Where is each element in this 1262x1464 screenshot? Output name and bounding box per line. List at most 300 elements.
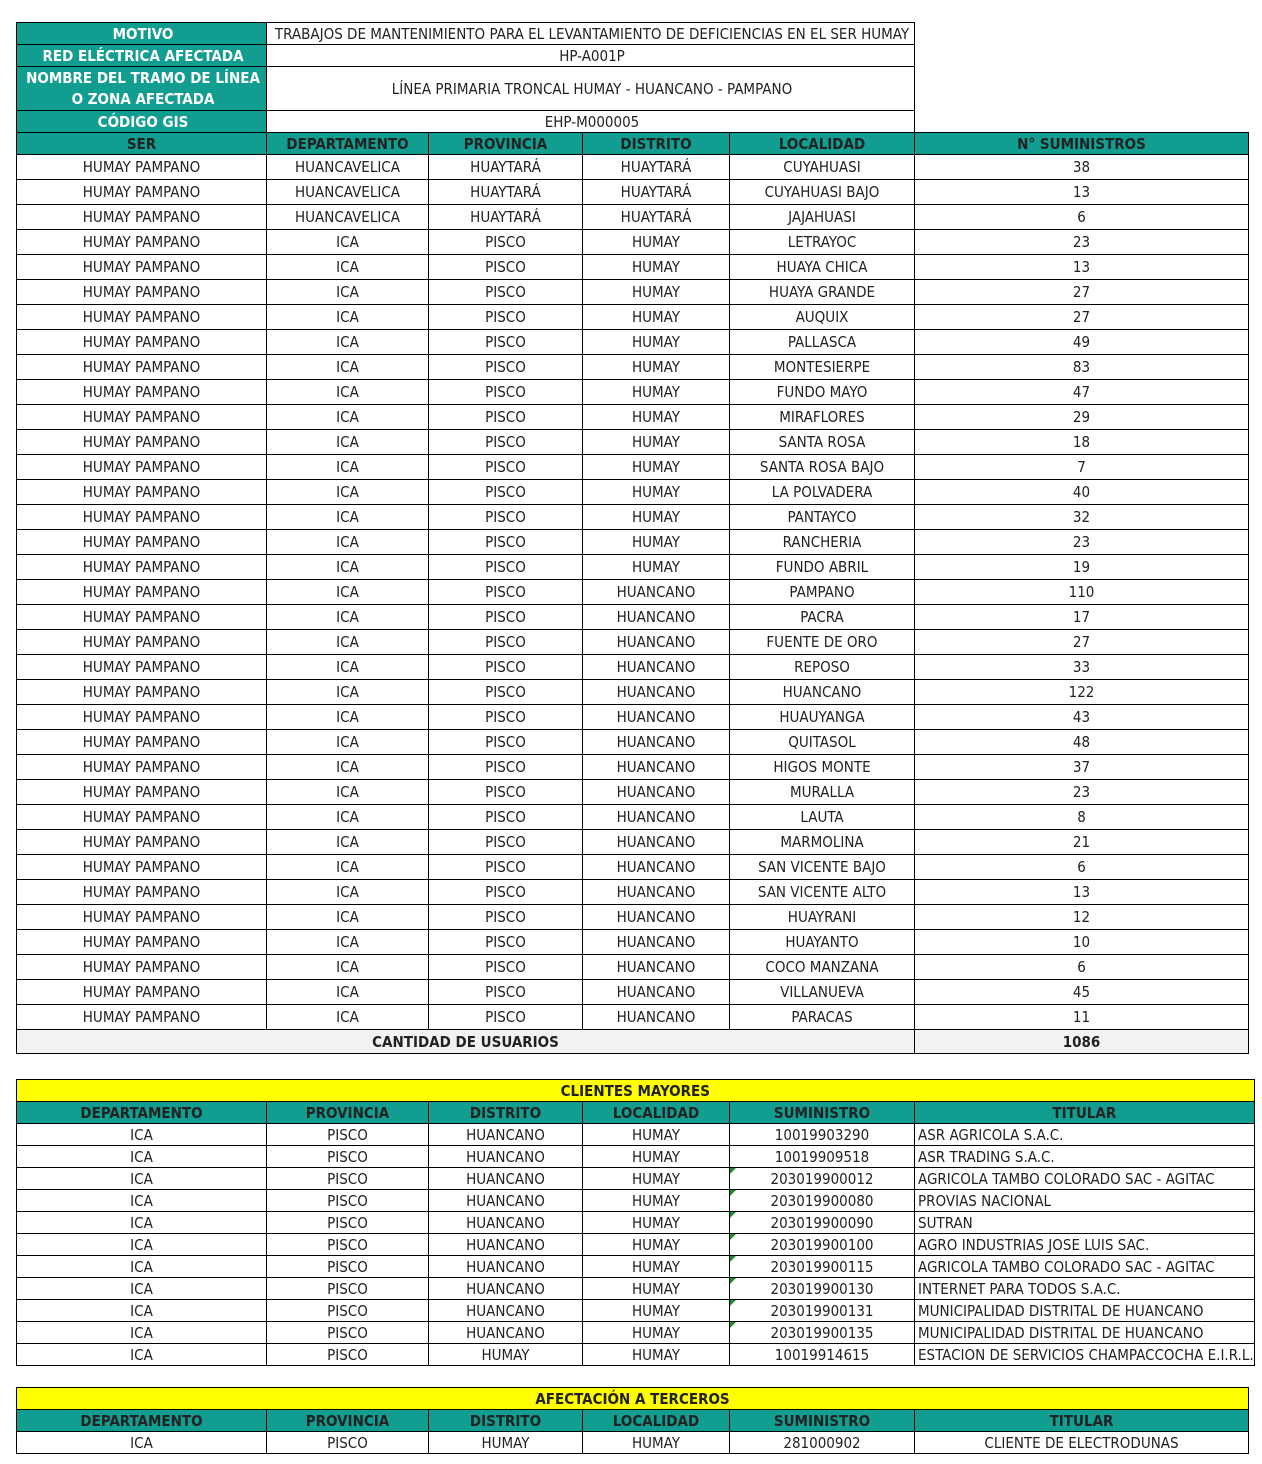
table-cell: HUAYRANI [730, 905, 915, 930]
table-row [17, 280, 1249, 305]
table-cell: ICA [267, 580, 429, 605]
table-cell: 19 [915, 555, 1249, 580]
table-cell: HUMAY PAMPANO [17, 805, 267, 830]
info-row [17, 67, 1249, 111]
table-cell: ICA [267, 355, 429, 380]
column-header: DISTRITO [583, 133, 730, 155]
table-cell: HUANCANO [583, 930, 730, 955]
table-cell: 10 [915, 930, 1249, 955]
table-cell: MUNICIPALIDAD DISTRITAL DE HUANCANO [915, 1322, 1255, 1344]
table-cell: PISCO [267, 1300, 429, 1322]
table-cell: HUANCANO [583, 655, 730, 680]
table-row [17, 1190, 1255, 1212]
table-cell: HUMAY [429, 1344, 583, 1366]
table-cell: 122 [915, 680, 1249, 705]
table-cell: PISCO [267, 1146, 429, 1168]
table-row [17, 230, 1249, 255]
table-cell: HUANCANO [583, 905, 730, 930]
table-cell: 203019900090 [730, 1212, 915, 1234]
info-row [17, 111, 1249, 133]
table-cell: ICA [267, 830, 429, 855]
info-row [17, 45, 1249, 67]
section-title-row [17, 1080, 1255, 1102]
table-row [17, 1146, 1255, 1168]
table-cell: PISCO [429, 930, 583, 955]
table-cell: ICA [17, 1344, 267, 1366]
table-cell: 13 [915, 180, 1249, 205]
table-cell: PISCO [429, 480, 583, 505]
table-cell: HUMAY PAMPANO [17, 955, 267, 980]
table-cell: PARACAS [730, 1005, 915, 1030]
column-header: TITULAR [915, 1102, 1255, 1124]
table-cell: PACRA [730, 605, 915, 630]
table-row [17, 530, 1249, 555]
table-cell: 203019900115 [730, 1256, 915, 1278]
table-cell: SAN VICENTE ALTO [730, 880, 915, 905]
table-cell: PISCO [429, 955, 583, 980]
main-header-row [17, 133, 1249, 155]
table-cell: HUMAY [583, 1278, 730, 1300]
info-label: NOMBRE DEL TRAMO DE LÍNEA O ZONA AFECTADA [17, 67, 267, 111]
table-cell: HUANCANO [429, 1212, 583, 1234]
table-cell: 23 [915, 530, 1249, 555]
table-cell: HUMAY PAMPANO [17, 930, 267, 955]
table-cell: HUAYTARÁ [583, 180, 730, 205]
table-cell: MONTESIERPE [730, 355, 915, 380]
table-cell: HUAUYANGA [730, 705, 915, 730]
column-header: DEPARTAMENTO [17, 1102, 267, 1124]
table-cell: HUMAY [583, 505, 730, 530]
info-value: TRABAJOS DE MANTENIMIENTO PARA EL LEVANTAMIENTO DE DEFICIENCIAS EN EL SER HUMAY [267, 23, 915, 45]
table-cell: QUITASOL [730, 730, 915, 755]
table-cell: 10019909518 [730, 1146, 915, 1168]
table-cell: HUMAY [583, 1234, 730, 1256]
total-row [17, 1030, 1249, 1054]
table-cell: CUYAHUASI BAJO [730, 180, 915, 205]
main-table [16, 22, 1249, 1054]
table-cell: PISCO [267, 1344, 429, 1366]
clientes-mayores-table [16, 1079, 1255, 1366]
table-cell: HUMAY [583, 1344, 730, 1366]
table-cell: ESTACION DE SERVICIOS CHAMPACCOCHA E.I.R.L. [915, 1344, 1255, 1366]
table-cell: HUMAY [583, 530, 730, 555]
table-cell: ICA [267, 880, 429, 905]
table-cell: HUANCANO [583, 630, 730, 655]
table-cell: HUANCANO [429, 1146, 583, 1168]
table-row [17, 430, 1249, 455]
table-cell: 13 [915, 255, 1249, 280]
table-cell: HUANCANO [583, 980, 730, 1005]
table-cell: ICA [267, 405, 429, 430]
table-cell: 203019900135 [730, 1322, 915, 1344]
table-cell: ICA [17, 1234, 267, 1256]
table-cell: HUANCANO [583, 805, 730, 830]
table-row [17, 1432, 1249, 1454]
table-cell: FUNDO ABRIL [730, 555, 915, 580]
table-cell: ICA [17, 1300, 267, 1322]
table-cell: 27 [915, 630, 1249, 655]
table-cell: 49 [915, 330, 1249, 355]
table-cell: SANTA ROSA [730, 430, 915, 455]
table-cell: HUMAY PAMPANO [17, 780, 267, 805]
table-cell: HUMAY PAMPANO [17, 455, 267, 480]
table-cell: ICA [17, 1168, 267, 1190]
table-cell: 10019903290 [730, 1124, 915, 1146]
table-cell: HUMAY PAMPANO [17, 180, 267, 205]
table-cell: PISCO [429, 530, 583, 555]
table-cell: ICA [267, 605, 429, 630]
table-cell: AGRICOLA TAMBO COLORADO SAC - AGITAC [915, 1256, 1255, 1278]
table-cell: HUANCANO [429, 1124, 583, 1146]
table-cell: HUMAY [583, 330, 730, 355]
table-cell: 8 [915, 805, 1249, 830]
table-cell: ICA [267, 280, 429, 305]
table-cell: HUMAY PAMPANO [17, 555, 267, 580]
table-row [17, 630, 1249, 655]
table-cell: PISCO [267, 1432, 429, 1454]
table-cell: ICA [267, 655, 429, 680]
table-cell: HUMAY PAMPANO [17, 405, 267, 430]
table-cell: HUANCANO [583, 830, 730, 855]
table-cell: 6 [915, 205, 1249, 230]
table-cell: 7 [915, 455, 1249, 480]
table-cell: HUAYTARÁ [429, 155, 583, 180]
table-row [17, 580, 1249, 605]
table-cell: ICA [267, 955, 429, 980]
table-cell: PISCO [429, 905, 583, 930]
table-row [17, 1344, 1255, 1366]
table-cell: PISCO [267, 1256, 429, 1278]
table-cell: PISCO [429, 405, 583, 430]
table-cell: 12 [915, 905, 1249, 930]
table-cell: HUANCANO [583, 680, 730, 705]
table-cell: 27 [915, 280, 1249, 305]
table-cell: HUMAY PAMPANO [17, 330, 267, 355]
table-cell: ICA [17, 1278, 267, 1300]
table-row [17, 1212, 1255, 1234]
table-row [17, 555, 1249, 580]
table-cell: PISCO [429, 280, 583, 305]
table-row [17, 180, 1249, 205]
table-cell: HUMAY [583, 355, 730, 380]
table-cell: ASR AGRICOLA S.A.C. [915, 1124, 1255, 1146]
column-header: DEPARTAMENTO [17, 1410, 267, 1432]
table-cell: ICA [267, 905, 429, 930]
table-cell: HUANCANO [583, 755, 730, 780]
table-cell: HUMAY PAMPANO [17, 905, 267, 930]
table-cell: HUAYA CHICA [730, 255, 915, 280]
table-cell: HUMAY [583, 1432, 730, 1454]
table-row [17, 905, 1249, 930]
table-cell: ICA [17, 1146, 267, 1168]
table-row [17, 1234, 1255, 1256]
column-header: LOCALIDAD [583, 1410, 730, 1432]
table-cell: ICA [17, 1256, 267, 1278]
table-cell: MIRAFLORES [730, 405, 915, 430]
table-cell: PISCO [267, 1278, 429, 1300]
table-cell: HUANCANO [429, 1300, 583, 1322]
table-cell: HUMAY PAMPANO [17, 505, 267, 530]
table-cell: 203019900130 [730, 1278, 915, 1300]
table-cell: HUMAY PAMPANO [17, 655, 267, 680]
table-cell: FUNDO MAYO [730, 380, 915, 405]
table-cell: MARMOLINA [730, 830, 915, 855]
table-cell: HUMAY PAMPANO [17, 230, 267, 255]
table-cell: HUAYTARÁ [429, 205, 583, 230]
table-cell: HUMAY PAMPANO [17, 980, 267, 1005]
table-cell: 203019900012 [730, 1168, 915, 1190]
table-cell: HUANCANO [429, 1190, 583, 1212]
table-row [17, 680, 1249, 705]
column-header: DISTRITO [429, 1102, 583, 1124]
table-cell: ICA [267, 630, 429, 655]
table-cell: 23 [915, 230, 1249, 255]
table-cell: PISCO [429, 255, 583, 280]
table-cell: HUMAY PAMPANO [17, 830, 267, 855]
table-cell: MURALLA [730, 780, 915, 805]
table-cell: PISCO [429, 980, 583, 1005]
table-cell: ICA [17, 1432, 267, 1454]
table-cell: HUMAY [583, 480, 730, 505]
table-cell: HUAYTARÁ [429, 180, 583, 205]
table-cell: HUMAY [583, 405, 730, 430]
table-cell: ICA [267, 305, 429, 330]
table-row [17, 1300, 1255, 1322]
table-cell: PISCO [429, 780, 583, 805]
table-cell: 281000902 [730, 1432, 915, 1454]
table-cell: 6 [915, 855, 1249, 880]
table-cell: HUANCANO [583, 580, 730, 605]
table-cell: AGRICOLA TAMBO COLORADO SAC - AGITAC [915, 1168, 1255, 1190]
table-cell: PISCO [429, 805, 583, 830]
table-cell: ICA [267, 855, 429, 880]
table-cell: LETRAYOC [730, 230, 915, 255]
table-cell: 83 [915, 355, 1249, 380]
table-cell: SAN VICENTE BAJO [730, 855, 915, 880]
table-row [17, 330, 1249, 355]
table-cell: HUANCANO [583, 780, 730, 805]
table-cell: PISCO [429, 555, 583, 580]
table-cell: HUANCANO [583, 955, 730, 980]
table-cell: 38 [915, 155, 1249, 180]
column-header: N° SUMINISTROS [915, 133, 1249, 155]
table-cell: PISCO [429, 305, 583, 330]
column-header: PROVINCIA [267, 1410, 429, 1432]
table-row [17, 505, 1249, 530]
info-row [17, 23, 1249, 45]
table-cell: HUMAY PAMPANO [17, 630, 267, 655]
table-cell: PISCO [429, 455, 583, 480]
info-blank [915, 23, 1249, 45]
table-cell: 203019900080 [730, 1190, 915, 1212]
table-cell: HUMAY PAMPANO [17, 855, 267, 880]
table-cell: ICA [17, 1190, 267, 1212]
table-row [17, 980, 1249, 1005]
table-cell: PISCO [429, 855, 583, 880]
table-cell: ICA [267, 230, 429, 255]
table-cell: HUANCANO [429, 1322, 583, 1344]
table-row [17, 855, 1249, 880]
table-cell: PISCO [267, 1124, 429, 1146]
table-cell: PISCO [429, 680, 583, 705]
table-row [17, 780, 1249, 805]
table-cell: 40 [915, 480, 1249, 505]
table-cell: 203019900100 [730, 1234, 915, 1256]
table-cell: HUANCAVELICA [267, 180, 429, 205]
table-cell: 21 [915, 830, 1249, 855]
table-cell: FUENTE DE ORO [730, 630, 915, 655]
table-cell: PISCO [429, 230, 583, 255]
table-cell: ICA [267, 705, 429, 730]
table-cell: ICA [267, 930, 429, 955]
table-cell: HUANCANO [583, 1005, 730, 1030]
table-cell: PISCO [429, 580, 583, 605]
table-cell: HUANCANO [583, 880, 730, 905]
table-row [17, 655, 1249, 680]
table-cell: HUMAY [583, 1190, 730, 1212]
table-cell: ICA [267, 780, 429, 805]
table-cell: HUAYANTO [730, 930, 915, 955]
table-cell: HUMAY PAMPANO [17, 430, 267, 455]
table-row [17, 705, 1249, 730]
table-cell: HUMAY [583, 255, 730, 280]
table-cell: HUAYTARÁ [583, 205, 730, 230]
column-header: DEPARTAMENTO [267, 133, 429, 155]
info-label: MOTIVO [17, 23, 267, 45]
table-cell: 27 [915, 305, 1249, 330]
table-cell: HUMAY [583, 230, 730, 255]
table-cell: PISCO [267, 1168, 429, 1190]
table-cell: PISCO [267, 1234, 429, 1256]
table-cell: ICA [267, 730, 429, 755]
table-cell: ICA [17, 1212, 267, 1234]
table-cell: HUMAY PAMPANO [17, 205, 267, 230]
table-cell: PISCO [429, 755, 583, 780]
table-cell: HUMAY PAMPANO [17, 755, 267, 780]
table-cell: REPOSO [730, 655, 915, 680]
table-cell: 33 [915, 655, 1249, 680]
table-cell: ICA [267, 380, 429, 405]
table-cell: ICA [267, 980, 429, 1005]
table-row [17, 355, 1249, 380]
table-cell: CLIENTE DE ELECTRODUNAS [915, 1432, 1249, 1454]
table-cell: HUMAY PAMPANO [17, 1005, 267, 1030]
table-cell: 48 [915, 730, 1249, 755]
table-cell: HUMAY [583, 1300, 730, 1322]
table-row [17, 155, 1249, 180]
table-cell: HUMAY PAMPANO [17, 705, 267, 730]
table-cell: HUMAY PAMPANO [17, 155, 267, 180]
column-header: SUMINISTRO [730, 1102, 915, 1124]
table-cell: ASR TRADING S.A.C. [915, 1146, 1255, 1168]
table-row [17, 305, 1249, 330]
table-cell: PISCO [429, 705, 583, 730]
table-cell: HUANCANO [583, 605, 730, 630]
table-cell: PISCO [429, 630, 583, 655]
table-cell: ICA [267, 755, 429, 780]
table-row [17, 955, 1249, 980]
table-cell: HUMAY [583, 380, 730, 405]
table-cell: HUANCANO [429, 1168, 583, 1190]
table-cell: HUMAY [583, 1322, 730, 1344]
info-blank [915, 111, 1249, 133]
table-cell: HUMAY [583, 1256, 730, 1278]
table-cell: HUANCANO [583, 855, 730, 880]
table-cell: PISCO [429, 430, 583, 455]
info-value: HP-A001P [267, 45, 915, 67]
table-cell: ICA [267, 480, 429, 505]
table-cell: AUQUIX [730, 305, 915, 330]
table-cell: 10019914615 [730, 1344, 915, 1366]
table-cell: CUYAHUASI [730, 155, 915, 180]
table-cell: RANCHERIA [730, 530, 915, 555]
table-cell: HUANCANO [730, 680, 915, 705]
table-cell: PISCO [429, 655, 583, 680]
table-row [17, 1124, 1255, 1146]
table-cell: HUAYA GRANDE [730, 280, 915, 305]
section-title-row [17, 1388, 1249, 1410]
table-cell: INTERNET PARA TODOS S.A.C. [915, 1278, 1255, 1300]
table-row [17, 1278, 1255, 1300]
table-cell: HUANCAVELICA [267, 155, 429, 180]
table-cell: HUMAY [583, 555, 730, 580]
table-cell: ICA [267, 530, 429, 555]
table-cell: COCO MANZANA [730, 955, 915, 980]
table-row [17, 755, 1249, 780]
column-header: PROVINCIA [267, 1102, 429, 1124]
table-cell: HUMAY [583, 455, 730, 480]
table-cell: 37 [915, 755, 1249, 780]
table-cell: HUMAY [583, 1168, 730, 1190]
table-cell: HIGOS MONTE [730, 755, 915, 780]
column-header: LOCALIDAD [730, 133, 915, 155]
table-row [17, 405, 1249, 430]
table-cell: PANTAYCO [730, 505, 915, 530]
table-cell: PISCO [429, 380, 583, 405]
table-row [17, 1168, 1255, 1190]
table-cell: HUANCANO [429, 1234, 583, 1256]
main-body [17, 133, 1249, 1054]
table-cell: PALLASCA [730, 330, 915, 355]
table-row [17, 255, 1249, 280]
table-cell: ICA [267, 505, 429, 530]
table-cell: HUMAY PAMPANO [17, 380, 267, 405]
table-cell: 6 [915, 955, 1249, 980]
terceros-table [16, 1387, 1249, 1454]
table-cell: HUAYTARÁ [583, 155, 730, 180]
table-cell: PISCO [429, 1005, 583, 1030]
table-cell: 45 [915, 980, 1249, 1005]
table-row [17, 880, 1249, 905]
table-cell: HUMAY PAMPANO [17, 480, 267, 505]
table-cell: ICA [17, 1322, 267, 1344]
table-cell: PISCO [429, 505, 583, 530]
table-cell: HUANCANO [583, 705, 730, 730]
table-cell: LA POLVADERA [730, 480, 915, 505]
table-cell: ICA [267, 805, 429, 830]
table-cell: PISCO [267, 1190, 429, 1212]
table-cell: VILLANUEVA [730, 980, 915, 1005]
table-cell: ICA [267, 255, 429, 280]
table-cell: 13 [915, 880, 1249, 905]
table-cell: HUMAY PAMPANO [17, 530, 267, 555]
table-cell: HUANCAVELICA [267, 205, 429, 230]
table-row [17, 730, 1249, 755]
table-cell: HUMAY [583, 1124, 730, 1146]
total-value: 1086 [915, 1030, 1249, 1054]
table-cell: PISCO [429, 605, 583, 630]
info-value: EHP-M000005 [267, 111, 915, 133]
